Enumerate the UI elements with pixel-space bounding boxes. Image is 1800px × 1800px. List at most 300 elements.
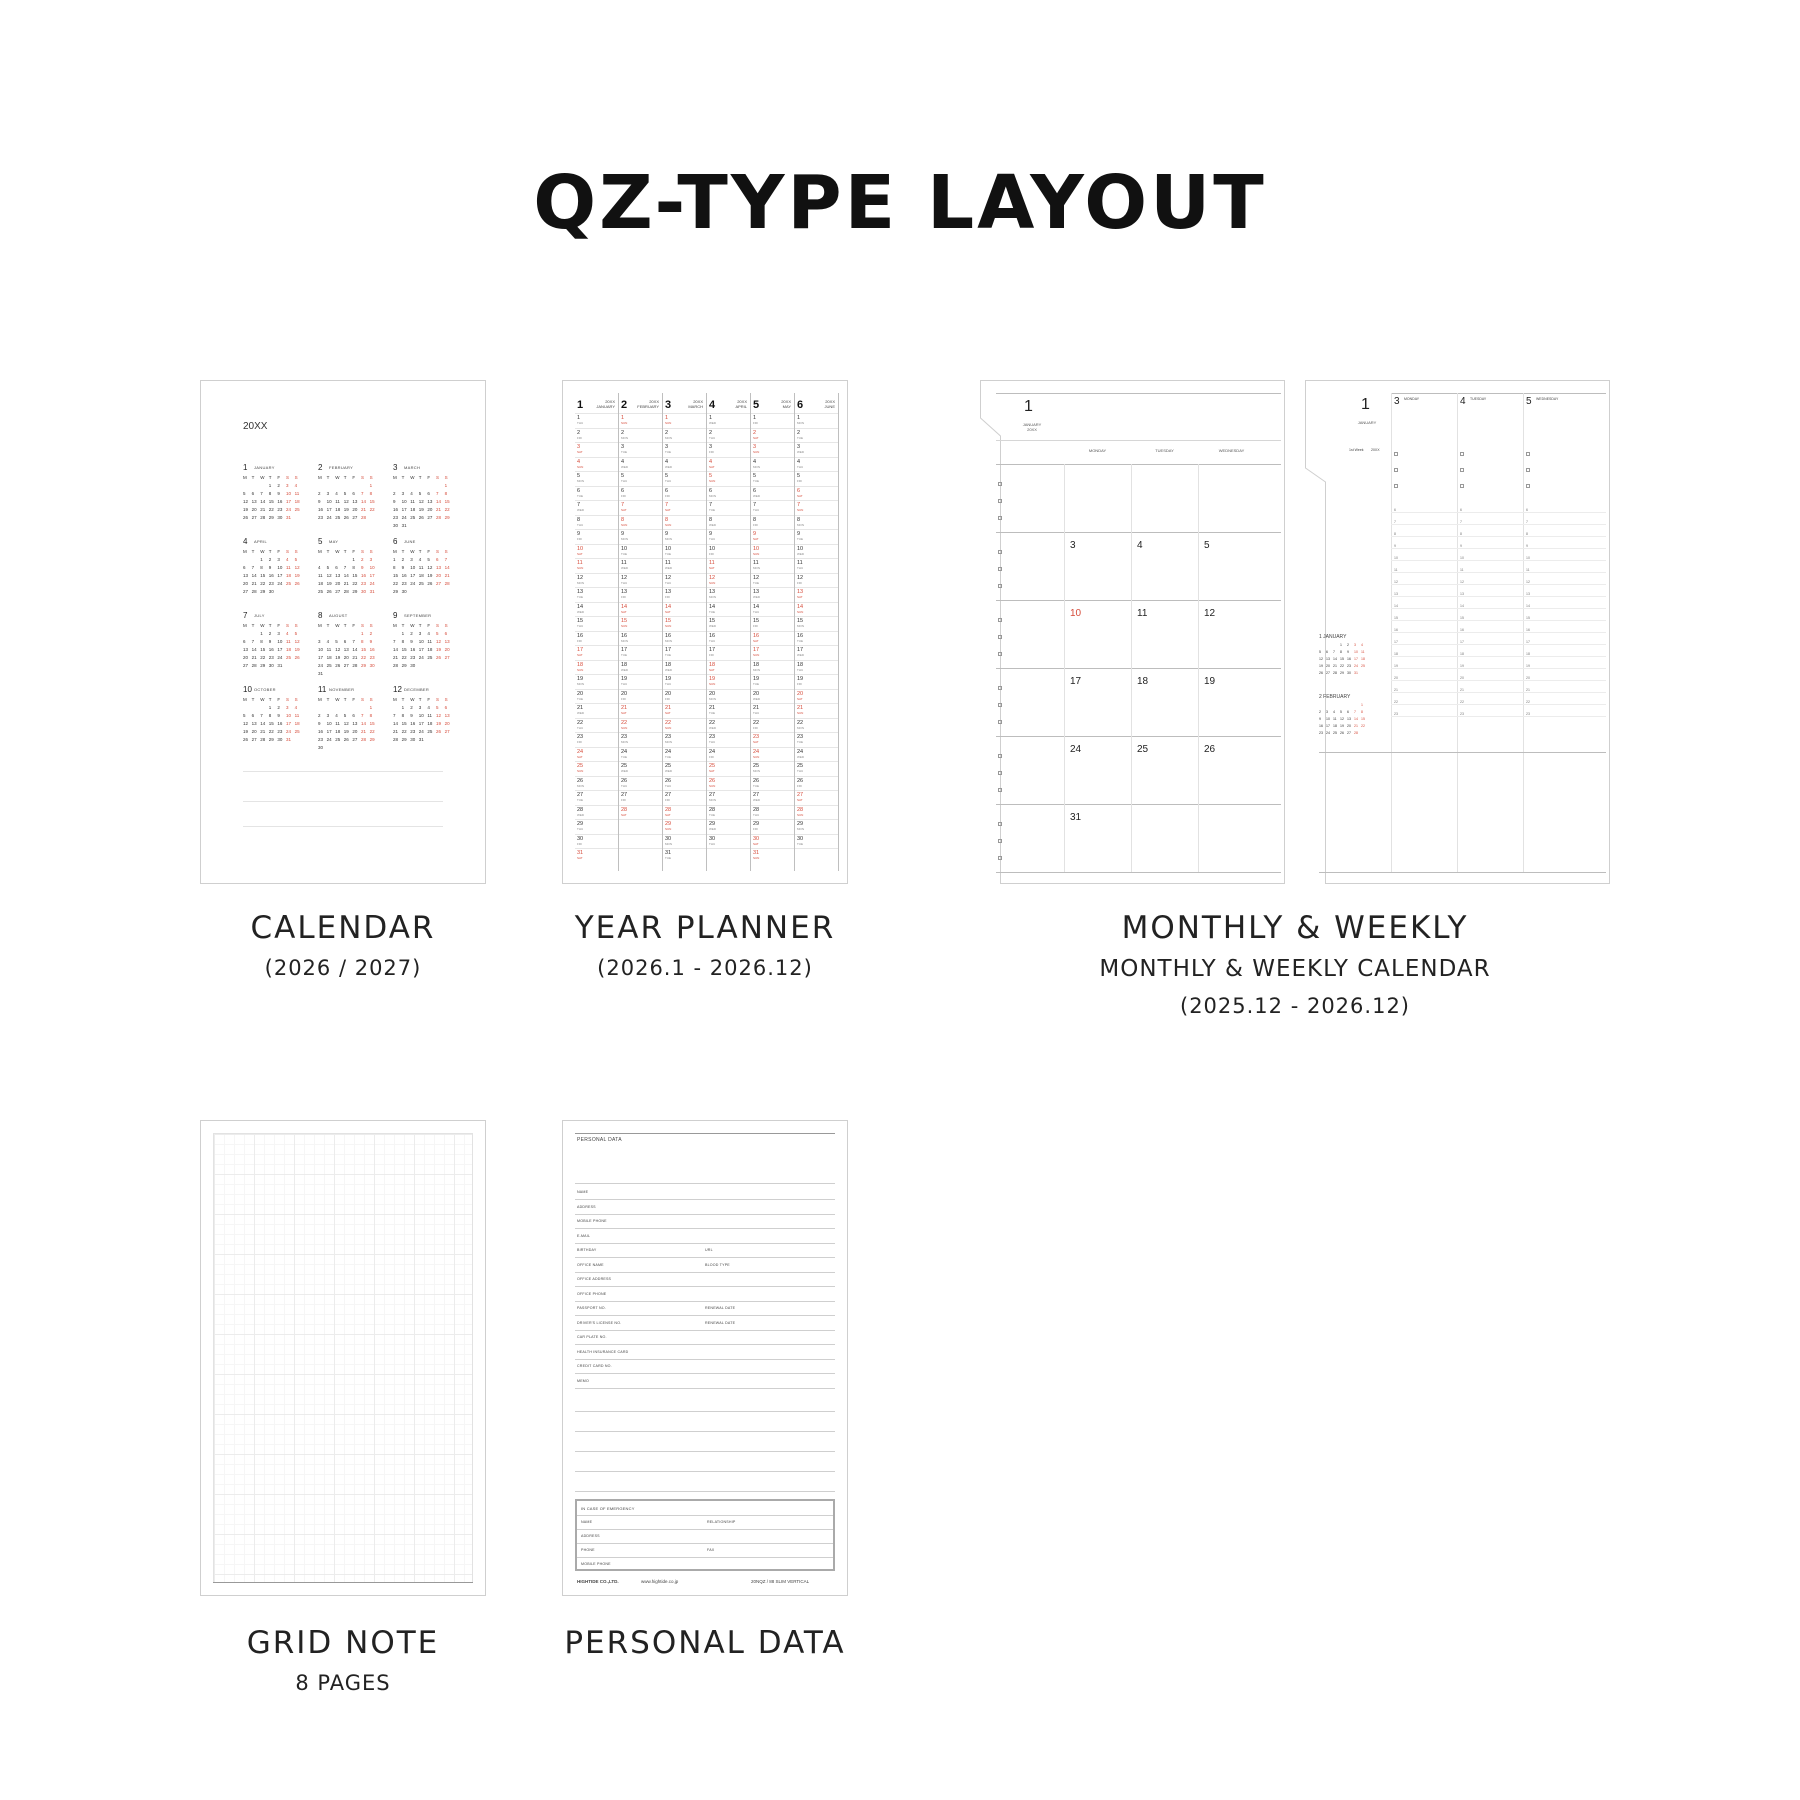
year-planner-day-row [795,674,838,689]
year-planner-weekday: FRI [577,435,582,440]
calendar-day: 10 [318,647,324,652]
calendar-day: 20 [352,507,358,512]
blank-cell [327,705,336,711]
year-planner-day-row [575,558,618,573]
weekly-hour-line [1391,596,1606,597]
weekday-letter: M [318,697,322,702]
year-planner-weekday: FRI [577,537,582,541]
weekday-letter: S [360,475,364,480]
calendar-day: 16 [393,507,399,512]
calendar-day: 26 [343,737,349,742]
year-planner-day-row [795,848,838,863]
year-planner-weekday: FRI [621,696,626,701]
calendar-day: 25 [285,655,291,660]
weekly-mini-day: 7 [1333,650,1335,654]
calendar-day: 28 [360,737,366,742]
year-planner-day: 1 [709,415,713,421]
year-planner-day-row [663,645,706,660]
calendar-day: 24 [277,655,283,660]
year-planner-day: 29 [753,821,760,827]
weekly-hour-tick: 12 [1526,580,1530,584]
year-planner-month-column [751,393,795,871]
calendar-day: 17 [418,721,424,726]
weekly-hour-tick: 7 [1460,520,1462,524]
weekday-letter: S [285,697,289,702]
year-planner-day-row [619,631,662,646]
calendar-day: 11 [335,499,340,504]
calendar-day: 21 [393,729,399,734]
year-planner-day-row [663,573,706,588]
year-planner-day: 24 [709,748,716,755]
blank-cell [252,705,261,711]
calendar-month-number: 2 [318,463,323,472]
year-planner-day-row [795,486,838,501]
calendar-day: 5 [343,713,347,718]
year-planner-day: 27 [621,792,628,798]
calendar-day: 5 [427,557,430,562]
calendar-day: 5 [343,491,347,496]
year-planner-day: 15 [621,618,628,624]
year-planner-day: 9 [797,531,801,537]
year-planner-day-row [619,558,662,573]
year-planner-day: 2 [577,429,581,436]
monthly-month-label [1014,422,1050,432]
weekly-column-divider [1457,393,1458,873]
monthly-month-number: 1 [1024,398,1033,415]
year-planner-month-number: 5 [753,399,760,411]
year-planner-weekday: TUE [577,798,583,802]
year-planner-weekday: SUN [621,725,628,730]
calendar-day: 17 [410,573,416,578]
weekly-mini-day: 26 [1340,731,1344,735]
year-planner-day-row [663,689,706,704]
weekly-hour-tick: 20 [1526,676,1530,680]
personal-field-line [575,1214,835,1215]
calendar-day: 9 [401,565,405,570]
calendar-day: 29 [444,515,450,520]
calendar-day: 22 [360,655,366,660]
personal-right-field-label: URL [705,1248,713,1252]
year-planner-day-row [619,790,662,805]
monthly-checkbox [998,652,1002,656]
blank-cell [327,631,336,637]
calendar-month-name: DECEMBER [404,687,430,692]
monthly-checkbox [998,788,1002,792]
calendar-day: 13 [352,499,358,504]
year-planner-day: 9 [665,531,669,537]
year-planner-weekday: TUE [621,450,627,454]
year-planner-day-row [795,747,838,762]
year-planner-weekday: TUE [797,537,803,541]
calendar-day: 17 [318,655,324,660]
monthly-checkbox [998,822,1002,826]
year-planner-weekday: THU [797,566,804,570]
year-planner-day-row [575,747,618,762]
year-planner-weekday: FRI [753,827,758,831]
calendar-day: 15 [393,573,399,578]
year-planner-weekday: SUN [753,450,760,454]
calendar-day: 4 [427,705,430,710]
calendar-day: 13 [343,647,349,652]
year-planner-day-row [619,442,662,457]
year-planner-day: 29 [709,821,716,827]
weekly-mini-day: 3 [1354,643,1356,647]
calendar-day: 9 [393,499,396,504]
calendar-day: 11 [427,639,433,644]
calendar-month-number: 4 [243,537,248,546]
year-planner-day: 25 [665,763,672,769]
weekday-letter: S [369,623,373,628]
year-planner-day-row [619,573,662,588]
calendar-memo-line [243,826,443,827]
year-planner-day: 11 [753,560,759,566]
emergency-title: IN CASE OF EMERGENCY [581,1506,635,1511]
weekday-letter: W [410,475,415,480]
year-planner-day: 20 [577,690,584,697]
calendar-day: 10 [418,639,424,644]
year-planner-day: 6 [797,487,801,494]
blank-cell [1333,703,1340,708]
year-planner-day-row [575,674,618,689]
year-planner-weekday: WED [797,653,804,657]
weekly-hour-tick: 16 [1394,628,1398,632]
year-planner-day-row [751,718,794,733]
year-planner-weekday: WED [709,827,716,831]
year-planner-day: 19 [577,676,584,682]
year-planner-day-row [663,558,706,573]
year-planner-weekday: SUN [709,783,716,788]
year-planner-day: 12 [797,574,804,581]
weekday-letter: F [427,697,431,702]
year-planner-weekday: SAT [709,769,715,773]
calendar-day: 9 [268,639,272,644]
calendar-day: 19 [435,721,441,726]
calendar-day: 11 [427,713,433,718]
calendar-day: 2 [268,631,272,636]
year-planner-day: 22 [577,719,584,726]
year-planner-month-number: 2 [621,399,628,411]
weekly-mini-day: 10 [1326,717,1330,721]
weekly-lower-rule [1319,752,1606,753]
year-planner-day: 21 [709,705,716,711]
calendar-day: 11 [285,639,291,644]
grid-note-caption [200,1625,486,1695]
year-planner-day-row [751,761,794,776]
weekday-letter: W [410,623,415,628]
calendar-day: 24 [418,729,424,734]
year-planner-weekday: SAT [753,537,759,541]
calendar-day: 31 [285,515,291,520]
year-planner-weekday: TUE [665,754,671,759]
year-planner-day-row [707,457,750,472]
year-planner-weekday: FRI [577,841,582,846]
year-planner-weekday: THU [621,479,628,483]
year-planner-weekday: MON [709,595,716,599]
monthly-column-divider [1131,464,1132,872]
grid-note-subtitle: 8 PAGES [295,1671,391,1695]
weekly-mini-day: 20 [1347,724,1351,728]
weekday-letter: T [343,549,347,554]
year-planner-day: 25 [797,763,804,769]
calendar-day: 24 [285,729,291,734]
calendar-day: 14 [251,573,257,578]
blank-cell [335,483,344,489]
weekday-letter: F [352,697,356,702]
weekly-hour-tick: 6 [1526,508,1528,512]
weekday-letter: F [277,549,281,554]
calendar-day: 7 [343,565,347,570]
weekday-letter: T [251,623,255,628]
calendar-day: 1 [393,557,396,562]
year-planner-weekday: WED [753,798,760,802]
year-planner-weekday: THU [753,508,760,512]
weekly-hour-tick: 13 [1394,592,1398,596]
year-planner-weekday: FRI [665,595,670,599]
weekday-letter: W [260,623,265,628]
year-planner-weekday: MON [577,783,584,788]
year-planner-weekday: SUN [621,421,628,425]
year-planner-day: 24 [665,748,672,755]
year-planner-day: 28 [577,806,584,813]
calendar-day: 31 [318,671,324,676]
year-planner-day: 5 [709,473,713,479]
year-planner-weekday: THU [797,464,804,469]
calendar-day: 17 [277,573,283,578]
calendar-day: 18 [285,573,291,578]
year-planner-day-row [619,544,662,559]
calendar-day: 28 [352,663,358,668]
weekly-mini-day: 13 [1326,657,1330,661]
calendar-day: 3 [410,557,413,562]
year-planner-day: 21 [621,705,628,711]
calendar-day: 26 [435,729,441,734]
year-planner-weekday: TUE [665,450,671,454]
calendar-day: 16 [410,647,416,652]
year-planner-day-row [575,500,618,515]
calendar-day: 6 [444,705,448,710]
calendar-day: 15 [260,647,266,652]
emergency-right-label: FAX [707,1548,715,1552]
year-planner-day: 3 [797,444,801,450]
calendar-day: 21 [343,581,349,586]
calendar-day: 6 [444,631,448,636]
monthly-date: 31 [1070,812,1082,823]
year-planner-weekday: TUE [753,580,759,585]
weekly-mini-day: 26 [1319,671,1323,675]
calendar-day: 13 [335,573,341,578]
calendar-day: 17 [418,647,424,652]
weekday-letter: T [343,475,347,480]
calendar-day: 27 [335,589,341,594]
calendar-month [393,463,455,533]
year-planner-day: 3 [621,444,625,450]
year-planner-day: 8 [665,516,669,523]
year-planner-day: 7 [665,502,669,508]
calendar-month-grid [318,697,378,751]
year-planner-weekday: MON [797,827,804,831]
calendar-day: 7 [360,491,364,496]
calendar-day: 24 [285,507,291,512]
personal-field-label: DRIVER'S LICENSE NO. [577,1320,622,1325]
year-planner-day-row [751,689,794,704]
year-planner-weekday: MON [709,493,716,498]
year-planner-weekday: SUN [665,624,672,628]
personal-field-label: MOBILE PHONE [577,1219,607,1223]
calendar-day: 9 [318,721,321,726]
year-planner-day-row [795,790,838,805]
calendar-day: 9 [410,713,413,718]
weekly-hour-tick: 6 [1394,508,1396,512]
calendar-day: 23 [410,729,416,734]
year-planner-weekday: SAT [665,711,671,715]
weekly-top-rule [1391,393,1606,394]
calendar-month-grid [393,475,453,529]
year-planner-day: 5 [665,473,669,479]
year-planner-day: 1 [753,415,757,421]
year-planner-day-row [663,805,706,820]
personal-field-line [575,1330,835,1331]
calendar-day: 29 [369,737,375,742]
weekday-letter: T [268,697,272,702]
year-planner-weekday: WED [797,754,804,759]
weekly-hour-tick: 11 [1460,568,1464,572]
weekday-letter: M [318,475,322,480]
calendar-day: 17 [369,573,375,578]
year-planner-day: 18 [797,661,804,668]
year-planner-day: 22 [665,719,672,726]
weekly-hour-line [1391,560,1606,561]
weekday-letter: S [369,697,373,702]
blank-cell [393,483,402,489]
calendar-day: 26 [243,737,249,742]
weekday-letter: S [360,549,364,554]
calendar-day: 3 [277,631,280,636]
weekly-day-number: 5 [1526,396,1532,407]
year-planner-weekday: SUN [797,508,804,512]
year-planner-day-row [575,703,618,718]
year-planner-day-row [619,689,662,704]
weekly-day-name: WEDNESDAY [1536,397,1559,401]
calendar-month-name: APRIL [254,539,268,544]
year-planner-day: 10 [753,545,760,552]
calendar-day: 8 [352,565,355,570]
year-planner-day: 22 [621,719,628,726]
weekly-hour-line [1391,644,1606,645]
year-planner-day: 5 [753,473,757,479]
calendar-day: 7 [260,491,263,496]
weekday-letter: M [393,697,397,702]
year-planner-month-column [575,393,619,871]
year-planner-day-row [663,515,706,530]
calendar-day: 6 [427,491,430,496]
monthly-weekday-header: WEDNESDAY [1218,448,1245,453]
year-planner-weekday: MON [797,522,804,527]
calendar-month-number: 11 [318,685,327,694]
personal-footer-company: HIGHTIDE CO.,LTD. [577,1579,619,1584]
calendar-month-grid [318,623,378,677]
year-planner-month-number: 1 [577,399,584,411]
personal-field-line [575,1359,835,1360]
year-planner-weekday: SUN [665,522,672,527]
calendar-day: 28 [393,663,399,668]
calendar-day: 18 [335,729,341,734]
year-planner-day-row [795,689,838,704]
calendar-day: 13 [243,573,249,578]
weekday-letter: W [410,697,415,702]
weekday-letter: S [435,623,439,628]
weekly-mini-day: 29 [1340,671,1344,675]
emergency-box [575,1499,835,1571]
weekday-letter: W [260,697,265,702]
weekday-letter: W [335,475,340,480]
year-planner-day: 30 [797,835,804,842]
calendar-day: 5 [243,491,246,496]
year-planner-day: 28 [753,806,760,813]
calendar-day: 27 [243,663,249,668]
year-planner-weekday: TUE [665,653,671,657]
year-planner-day-row [575,457,618,472]
calendar-month [393,537,455,607]
year-planner-day-row [663,819,706,834]
year-planner-day-row [795,732,838,747]
year-planner-day-row [795,718,838,733]
blank-cell [243,631,252,637]
year-planner-weekday: TUE [753,479,759,483]
year-planner-weekday: FRI [665,696,670,701]
calendar-day: 25 [335,515,341,520]
calendar-day: 4 [294,705,298,710]
monthly-column-divider [1064,464,1065,872]
calendar-day: 21 [251,581,257,586]
year-planner-day-row [663,776,706,791]
weekday-letter: S [285,475,289,480]
year-planner-day-row [751,515,794,530]
monthly-checkbox [998,635,1002,639]
year-planner-day: 4 [621,458,625,465]
year-planner-day: 21 [797,705,804,711]
year-planner-weekday: SUN [797,812,804,817]
calendar-day: 13 [251,499,257,504]
year-planner-year: 20XX [605,399,615,404]
calendar-day: 19 [326,581,332,586]
year-planner-day-row [795,660,838,675]
calendar-day: 11 [410,499,415,504]
year-planner-weekday: THU [753,609,760,614]
year-planner-day-row [575,602,618,617]
year-planner-day-row [707,790,750,805]
year-planner-weekday: TUE [621,551,627,556]
year-planner-weekday: FRI [753,725,758,730]
calendar-day: 25 [294,507,300,512]
calendar-day: 18 [410,507,416,512]
year-planner-day: 10 [709,545,716,552]
year-planner-day: 31 [665,850,672,856]
weekly-hour-tick: 23 [1526,712,1530,716]
weekday-letter: F [352,549,356,554]
year-planner-day-row [663,486,706,501]
calendar-day: 9 [360,565,364,570]
monthly-week-rule [996,532,1281,533]
year-planner-weekday: SAT [753,841,759,846]
calendar-year: 20XX [243,421,268,432]
year-planner-weekday: MON [709,798,716,802]
calendar-day: 22 [268,729,274,734]
calendar-day: 19 [294,573,300,578]
year-planner-day: 1 [797,415,801,421]
year-planner-weekday: SAT [621,508,627,512]
weekday-letter: M [243,623,247,628]
year-planner-day-row [575,529,618,544]
